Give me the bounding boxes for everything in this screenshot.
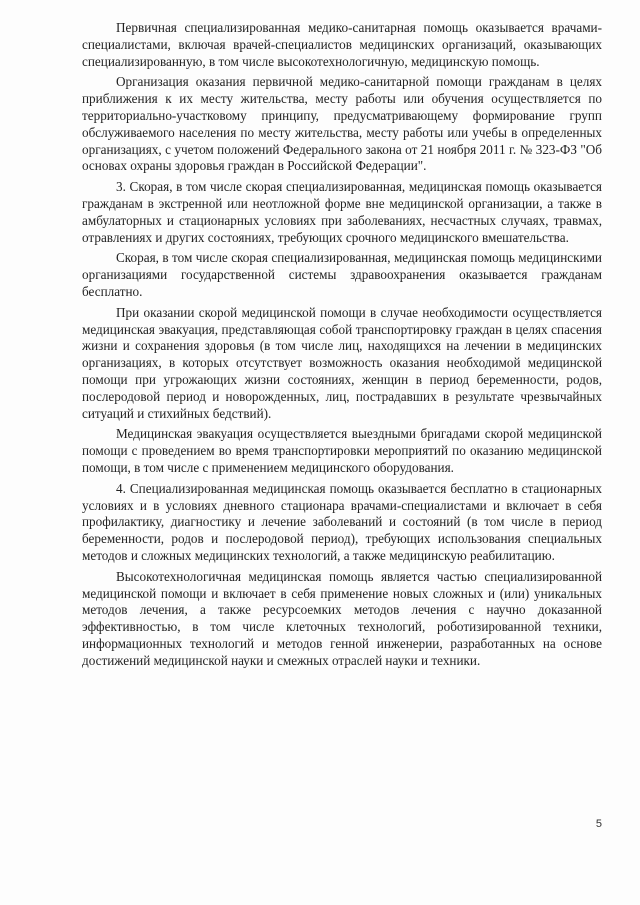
paragraph-high-tech-care: Высокотехнологичная медицинская помощь является частью специализированной медицинской помощи и включает в себя применение новых сложных и (или) уникальных методов лечения, а также ресурсоемких методов лечения с научно доказанной эффективностью, в том числе клеточных технологий, роботизированной техники, информационных технологий и методов генной инженерии, разработанных на основе достижений медицинской науки и смежных отраслей науки и техники. [82, 568, 602, 668]
paragraph-specialized-care: 4. Специализированная медицинская помощь оказывается бесплатно в стационарных условиях и в условиях дневного стационара врачами-специалистами и включает в себя профилактику, диагностику и лечение заболеваний и состояний (в том числе в период беременности, родов и послеродовой период), требующих использования специальных методов и сложных медицинских технологий, а также медицинскую реабилитацию. [82, 480, 602, 563]
paragraph-evacuation-teams: Медицинская эвакуация осуществляется выездными бригадами скорой медицинской помощи с проведением во время транспортировки мероприятий по оказанию медицинской помощи, в том числе с применением медицинского оборудования. [82, 426, 602, 475]
paragraph-primary-care-organization: Организация оказания первичной медико-санитарной помощи гражданам в целях приближения к их месту жительства, месту работы или обучения осуществляется по территориально-участковому принципу, предусматривающему формирование групп обслуживаемого населения по месту жительства, месту работы или учебы в определенных организациях, с учетом положений Федерального закона от 21 ноября 2011 г. № 323-ФЗ "Об основах охраны здоровья граждан в Российской Федерации". [82, 74, 602, 174]
paragraph-primary-specialized-care: Первичная специализированная медико-санитарная помощь оказывается врачами-специалистами, включая врачей-специалистов медицинских организаций, оказывающих специализированную, в том числе высокотехнологичную, медицинскую помощь. [82, 20, 602, 69]
document-body [82, 20, 602, 669]
paragraph-emergency-care-free: Скорая, в том числе скорая специализированная, медицинская помощь медицинскими организациями государственной системы здравоохранения оказывается гражданам бесплатно. [82, 250, 602, 299]
paragraph-medical-evacuation: При оказании скорой медицинской помощи в случае необходимости осуществляется медицинская эвакуация, представляющая собой транспортировку граждан в целях спасения жизни и сохранения здоровья (в том числе лиц, находящихся на лечении в медицинских организациях, в которых отсутствует возможность оказания необходимой медицинской помощи при угрожающих жизни состояниях, женщин в период беременности, родов, послеродовой период и новорожденных, лиц, пострадавших в результате чрезвычайных ситуаций и стихийных бедствий). [82, 304, 602, 421]
paragraph-emergency-care: 3. Скорая, в том числе скорая специализированная, медицинская помощь оказывается гражданам в экстренной или неотложной форме вне медицинской организации, а также в амбулаторных и стационарных условиях при заболеваниях, несчастных случаях, травмах, отравлениях и других состояниях, требующих срочного медицинского вмешательства. [82, 179, 602, 245]
page-number: 5 [595, 818, 602, 830]
